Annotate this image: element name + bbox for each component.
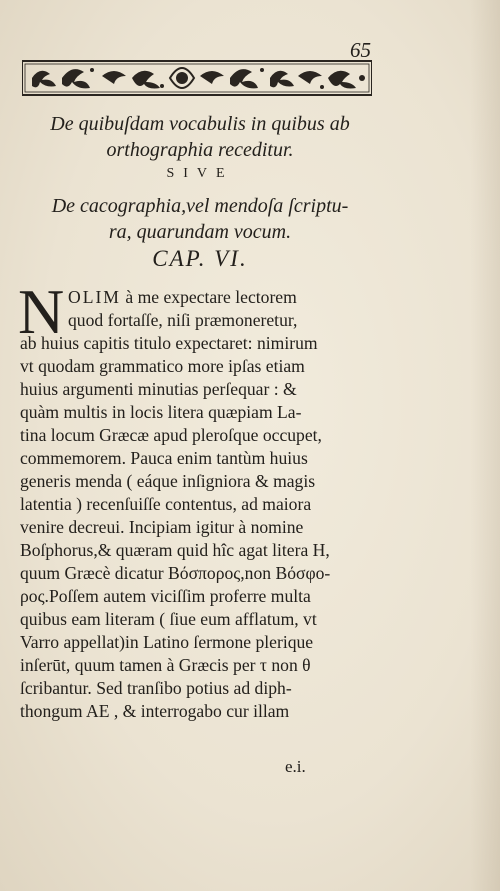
catchword: e.i. xyxy=(285,757,306,776)
text-line-17: inſerūt, quum tamen à Græcis per τ non θ xyxy=(20,655,311,675)
text-line-10: latentia ) recenſuiſſe contentus, ad maiora xyxy=(20,494,312,514)
subtitle-line-2: ra, quarundam vocum. xyxy=(108,221,292,243)
subtitle-line-1: De cacographia,vel mendoſa ſcriptu- xyxy=(51,195,349,217)
drop-capital: N xyxy=(18,276,65,347)
page-edge-shadow xyxy=(470,0,500,891)
text-line-15: quibus eam literam ( ſiue eum afflatum, vt xyxy=(20,609,317,629)
first-word: OLIM xyxy=(68,287,121,307)
page-number: 65 xyxy=(350,38,371,62)
chapter-heading: CAP. VI. xyxy=(152,246,248,271)
text-line-2: quod fortaſſe, niſi præmoneretur, xyxy=(68,310,298,330)
text-line-7: tina locum Græcæ apud pleroſque occupet, xyxy=(20,425,322,445)
text-line-11: venire decreui. Incipiam igitur à nomine xyxy=(20,517,304,537)
text-line-1-rest: à me expectare lectorem xyxy=(120,287,297,307)
text-line-12: Boſphorus,& quæram quid hîc agat litera H, xyxy=(20,540,330,560)
text-line-4: vt quodam grammatico more ipſas etiam xyxy=(20,356,305,376)
text-line-5: huius argumenti minutias perſequar : & xyxy=(20,379,297,399)
text-line-13: quum Græcè dicatur Βόσπορος,non Βόσφο- xyxy=(20,563,331,583)
text-line-16: Varro appellat)in Latino ſermone plerique xyxy=(20,632,314,652)
text-line-14: ρος.Poſſem autem viciſſim proferre multa xyxy=(20,586,311,606)
text-line-9: generis menda ( eáque inſigniora & magis xyxy=(20,471,316,491)
ornamental-headpiece xyxy=(22,60,372,96)
title-line-2: orthographia receditur. xyxy=(106,139,294,161)
text-line-3: ab huius capitis titulo expectaret: nimirum xyxy=(20,333,318,353)
text-line-1 xyxy=(68,286,375,308)
title-line-1: De quibuſdam vocabulis in quibus ab xyxy=(50,113,350,135)
sive-label: SIVE xyxy=(166,166,234,181)
text-line-8: commemorem. Pauca enim tantùm huius xyxy=(20,448,308,468)
text-line-19: thongum AE , & interrogabo cur illam xyxy=(20,701,290,721)
text-line-6: quàm multis in locis litera quæpiam La- xyxy=(20,402,302,422)
text-line-18: ſcribantur. Sed tranſibo potius ad diph- xyxy=(20,678,292,698)
